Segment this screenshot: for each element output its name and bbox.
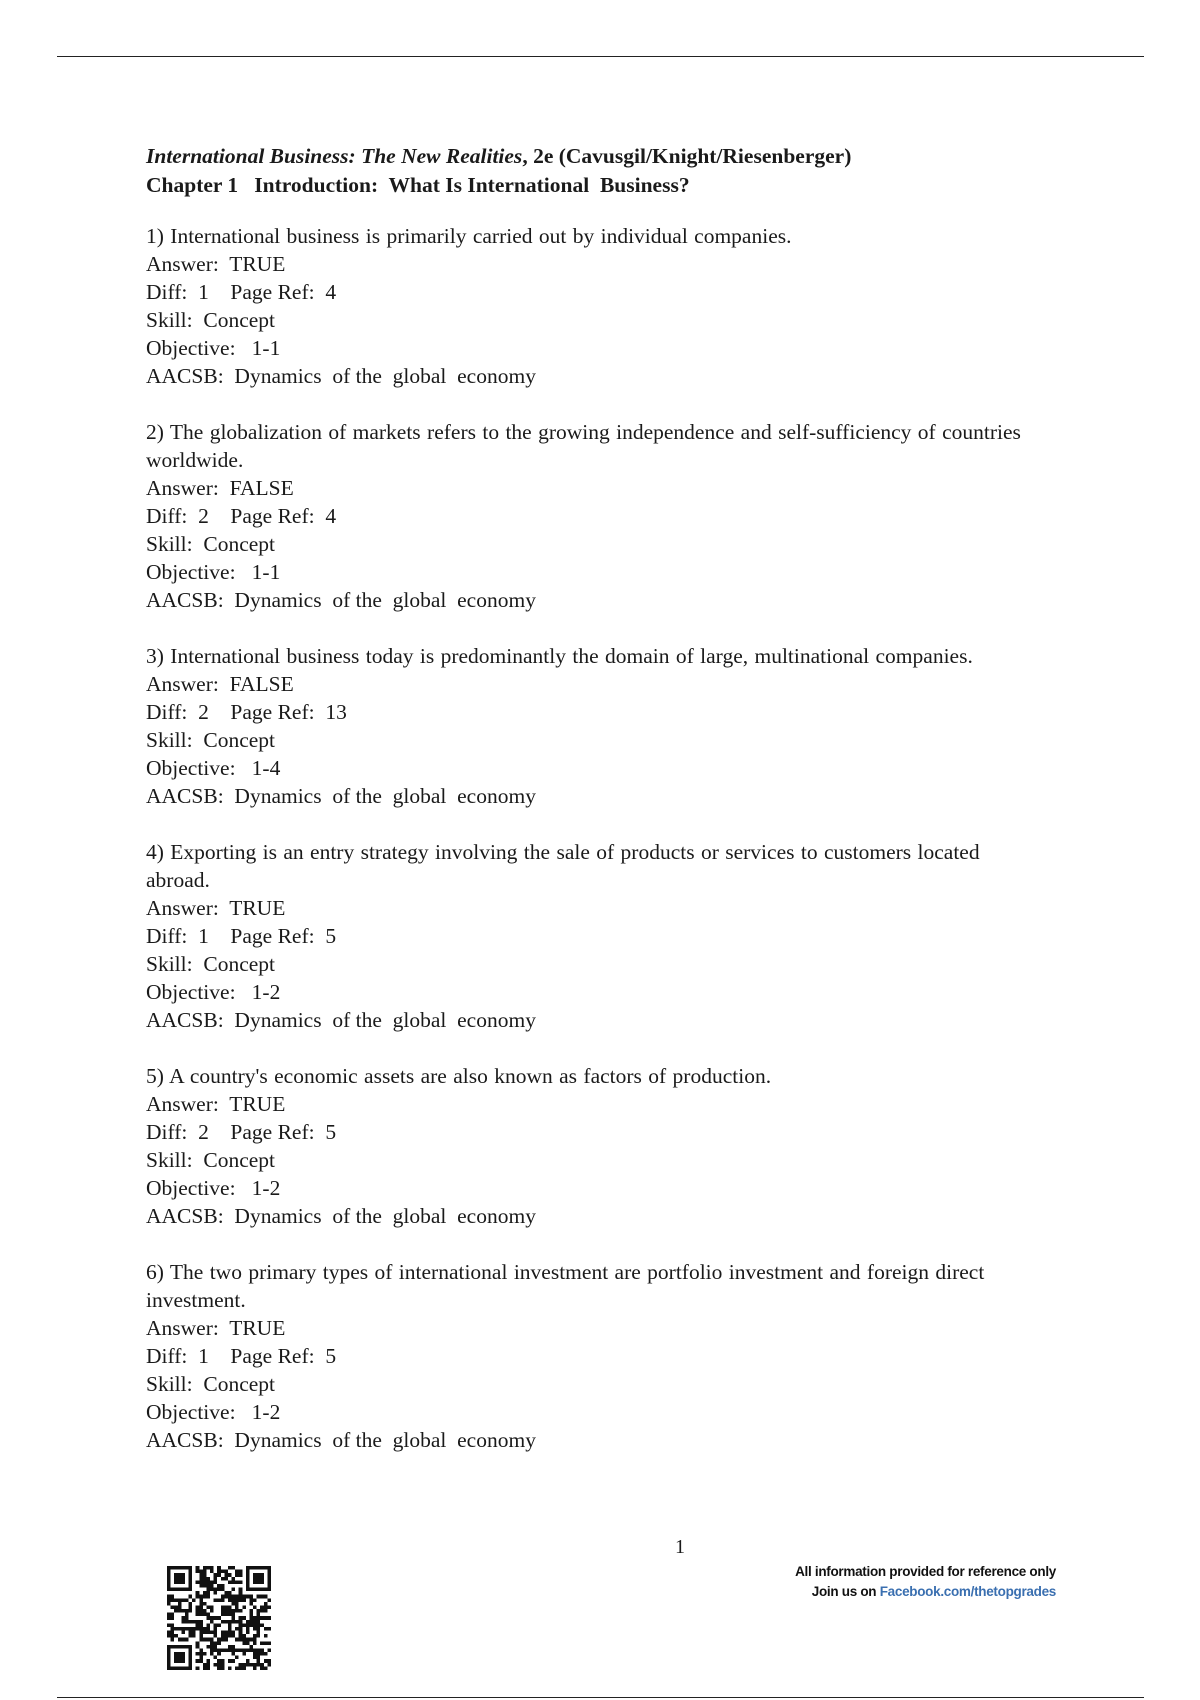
footer-note <box>795 1562 1056 1602</box>
question-item <box>146 838 1046 1034</box>
question-item <box>146 222 1046 390</box>
question-objective: Objective: 1-4 <box>146 756 281 780</box>
question-answer: Answer: TRUE <box>146 252 286 276</box>
footer-disclaimer: All information provided for reference only <box>795 1564 1056 1579</box>
question-item <box>146 642 1046 810</box>
footer-join <box>795 1582 1056 1602</box>
question-skill: Skill: Concept <box>146 952 275 976</box>
page-number: 1 <box>675 1536 685 1558</box>
question-difficulty: Diff: 2 Page Ref: 4 <box>146 504 337 528</box>
question-text: 6) The two primary types of international investment are portfolio investment and foreign direct investment. <box>146 1260 985 1312</box>
edition-authors: , 2e (Cavusgil/Knight/Riesenberger) <box>522 144 852 168</box>
document-title-line <box>146 142 1046 171</box>
bottom-rule <box>57 1697 1144 1698</box>
question-aacsb: AACSB: Dynamics of the global economy <box>146 1428 536 1452</box>
question-aacsb: AACSB: Dynamics of the global economy <box>146 364 536 388</box>
question-answer: Answer: FALSE <box>146 476 294 500</box>
question-difficulty: Diff: 1 Page Ref: 5 <box>146 924 337 948</box>
question-objective: Objective: 1-2 <box>146 1400 281 1424</box>
question-objective: Objective: 1-2 <box>146 980 281 1004</box>
question-aacsb: AACSB: Dynamics of the global economy <box>146 784 536 808</box>
question-text: 5) A country's economic assets are also known as factors of production. <box>146 1064 772 1088</box>
question-item <box>146 418 1046 614</box>
question-answer: Answer: TRUE <box>146 1316 286 1340</box>
question-text: 4) Exporting is an entry strategy involving the sale of products or services to customers located abroad. <box>146 840 980 892</box>
question-aacsb: AACSB: Dynamics of the global economy <box>146 588 536 612</box>
question-difficulty: Diff: 1 Page Ref: 4 <box>146 280 337 304</box>
question-item <box>146 1258 1046 1454</box>
document-body <box>146 142 1046 1482</box>
top-rule <box>57 56 1144 57</box>
book-title: International Business: The New Realities <box>146 144 523 168</box>
question-difficulty: Diff: 2 Page Ref: 13 <box>146 700 347 724</box>
question-objective: Objective: 1-1 <box>146 560 281 584</box>
question-text: 2) The globalization of markets refers to the growing independence and self-sufficiency of countries worldwide. <box>146 420 1021 472</box>
qr-code-icon <box>167 1566 271 1670</box>
question-skill: Skill: Concept <box>146 532 275 556</box>
question-answer: Answer: FALSE <box>146 672 294 696</box>
question-skill: Skill: Concept <box>146 728 275 752</box>
question-answer: Answer: TRUE <box>146 1092 286 1116</box>
question-aacsb: AACSB: Dynamics of the global economy <box>146 1008 536 1032</box>
question-skill: Skill: Concept <box>146 308 275 332</box>
question-difficulty: Diff: 1 Page Ref: 5 <box>146 1344 337 1368</box>
footer-join-prefix: Join us on <box>811 1584 880 1599</box>
question-difficulty: Diff: 2 Page Ref: 5 <box>146 1120 337 1144</box>
question-aacsb: AACSB: Dynamics of the global economy <box>146 1204 536 1228</box>
question-answer: Answer: TRUE <box>146 896 286 920</box>
question-text: 1) International business is primarily carried out by individual companies. <box>146 224 792 248</box>
question-skill: Skill: Concept <box>146 1148 275 1172</box>
question-text: 3) International business today is predominantly the domain of large, multinational companies. <box>146 644 973 668</box>
question-list <box>146 222 1046 1454</box>
question-objective: Objective: 1-2 <box>146 1176 281 1200</box>
question-skill: Skill: Concept <box>146 1372 275 1396</box>
facebook-link[interactable]: Facebook.com/thetopgrades <box>879 1584 1056 1599</box>
chapter-title: Chapter 1 Introduction: What Is International Business? <box>146 173 690 197</box>
question-objective: Objective: 1-1 <box>146 336 281 360</box>
question-item <box>146 1062 1046 1230</box>
